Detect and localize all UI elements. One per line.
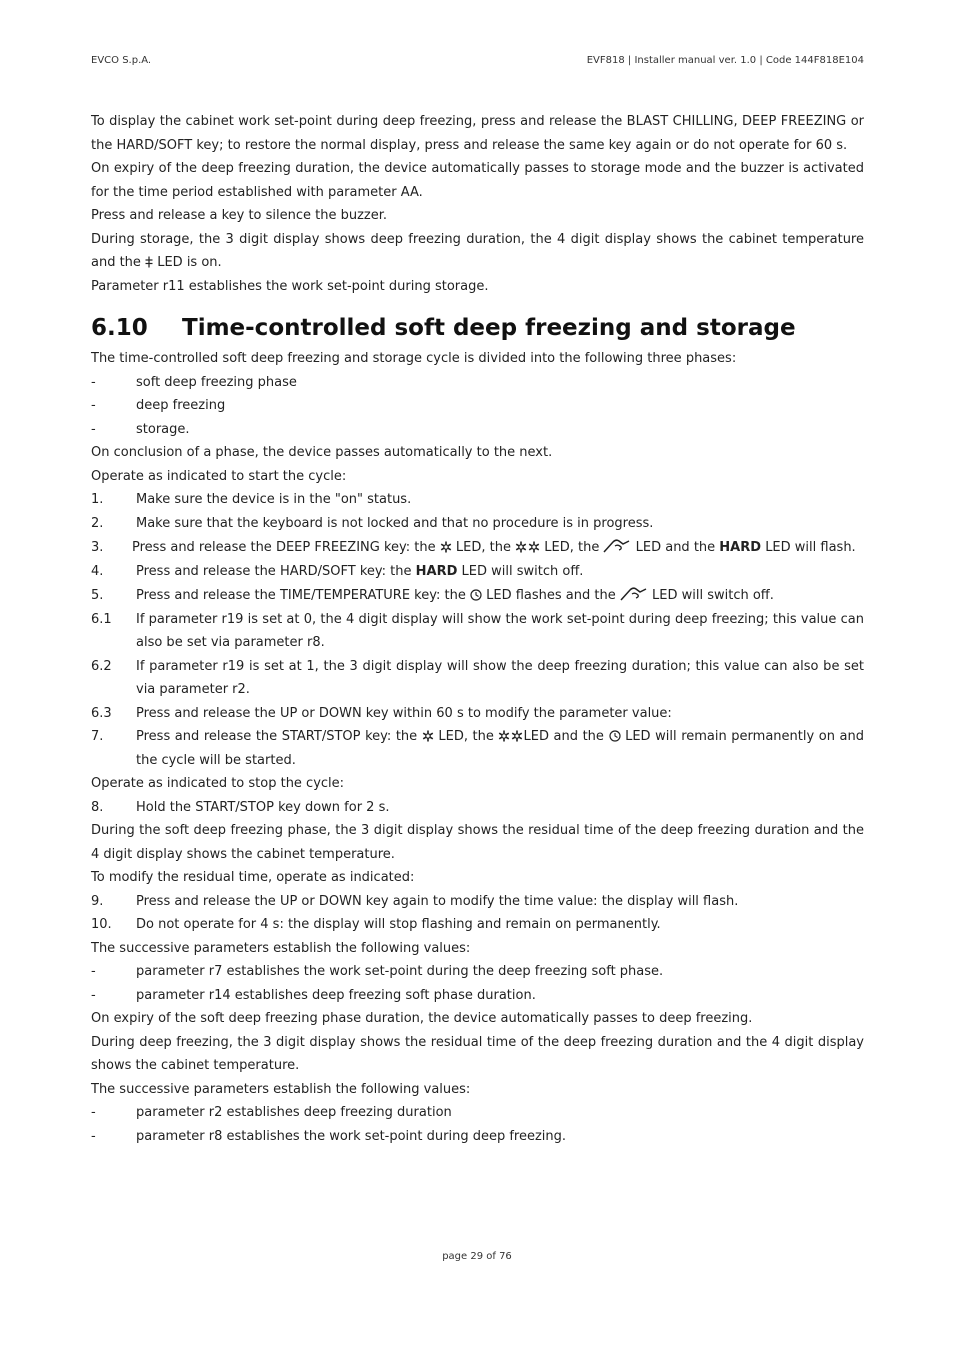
step-item: 6.3 Press and release the UP or DOWN key within 60 s to modify the parameter value:	[91, 705, 672, 721]
list-item: - parameter r2 establishes deep freezing duration	[91, 1105, 452, 1120]
paragraph: The time-controlled soft deep freezing and storage cycle is divided into the following three phases:	[91, 351, 737, 366]
step-item: 8. Hold the START/STOP key down for 2 s.	[91, 799, 390, 815]
paragraph: Operate as indicated to start the cycle:	[91, 468, 347, 484]
snowflake-icon	[440, 541, 452, 553]
double-snowflake-icon	[498, 730, 523, 742]
storage-text: During storage, the 3 digit display shows deep freezing duration, the 4 digit display shows the cabinet temperature and the	[91, 231, 864, 270]
clock-icon	[609, 730, 621, 742]
paragraph: The successive parameters establish the following values:	[91, 940, 471, 956]
list-item: - soft deep freezing phase	[91, 374, 297, 390]
paragraph: To modify the residual time, operate as indicated:	[91, 870, 415, 885]
page-content	[91, 110, 864, 1148]
list-item: - parameter r14 establishes deep freezing soft phase duration.	[91, 987, 536, 1003]
step-item: 6.1 If parameter r19 is set at 0, the 4 digit display will show the work set-point during deep freezing; this value can also be set via parameter r8.	[91, 611, 864, 650]
step-item: 6.2 If parameter r19 is set at 1, the 3 digit display will show the deep freezing duration; this value can also be set via parameter r2.	[91, 658, 864, 697]
hard-mode-icon	[603, 538, 631, 553]
step-item: 2. Make sure that the keyboard is not locked and that no procedure is in progress.	[91, 515, 654, 531]
paragraph: During deep freezing, the 3 digit display shows the residual time of the deep freezing duration and the 4 digit display shows the cabinet temperature.	[91, 1034, 864, 1073]
paragraph: On expiry of the soft deep freezing phase duration, the device automatically passes to deep freezing.	[91, 1011, 753, 1026]
list-item: - deep freezing	[91, 398, 226, 413]
paragraph: The successive parameters establish the following values:	[91, 1081, 471, 1097]
intro-paragraph: To display the cabinet work set-point during deep freezing, press and release the BLAST CHILLING, DEEP FREEZING or the HARD/SOFT key; to restore the normal display, press and release the same key again or do not operate for 60 s.	[91, 114, 864, 153]
intro-paragraph: Press and release a key to silence the buzzer.	[91, 208, 388, 223]
page-number: page 29 of 76	[442, 1251, 512, 1262]
list-item: - parameter r7 establishes the work set-point during the deep freezing soft phase.	[91, 964, 664, 979]
header-company: EVCO S.p.A.	[91, 55, 152, 66]
header-document-code: EVF818 | Installer manual ver. 1.0 | Code 144F818E104	[586, 55, 864, 66]
storage-text: LED is on.	[157, 255, 222, 270]
double-snowflake-icon	[515, 541, 540, 553]
step-item: 7. Press and release the START/STOP key: the LED, the LED and the LED will remain permanently on and the cycle will be started.	[91, 729, 864, 768]
step-item: 4. Press and release the HARD/SOFT key: the HARD LED will switch off.	[91, 563, 584, 579]
step-item: 9. Press and release the UP or DOWN key again to modify the time value: the display will flash.	[91, 893, 739, 909]
intro-paragraph: On expiry of the deep freezing duration, the device automatically passes to storage mode and the buzzer is activated for the time period established with parameter AA.	[91, 161, 864, 200]
step-item: 1. Make sure the device is in the "on" status.	[91, 492, 412, 507]
list-item: - parameter r8 establishes the work set-point during deep freezing.	[91, 1128, 567, 1144]
section-title: Time-controlled soft deep freezing and storage	[182, 315, 796, 341]
section-number: 6.10	[91, 315, 148, 341]
paragraph: Operate as indicated to stop the cycle:	[91, 776, 345, 791]
section-heading	[91, 310, 864, 346]
snowflake-icon	[422, 730, 434, 742]
intro-paragraph	[91, 228, 864, 275]
intro-paragraph: Parameter r11 establishes the work set-point during storage.	[91, 278, 489, 294]
paragraph: During the soft deep freezing phase, the 3 digit display shows the residual time of the deep freezing duration and the 4 digit display shows the cabinet temperature.	[91, 823, 864, 862]
clock-icon	[470, 589, 482, 601]
hard-mode-icon	[620, 586, 648, 601]
step-item: 3. Press and release the DEEP FREEZING key: the LED, the LED, the LED and the HARD LED will flash.	[91, 540, 856, 555]
step-item: 10. Do not operate for 4 s: the display will stop flashing and remain on permanently.	[91, 917, 661, 932]
storage-led-icon	[145, 256, 153, 268]
step-item: 5. Press and release the TIME/TEMPERATURE key: the LED flashes and the LED will switch off.	[91, 588, 774, 603]
paragraph: On conclusion of a phase, the device passes automatically to the next.	[91, 445, 553, 460]
list-item: - storage.	[91, 421, 190, 437]
